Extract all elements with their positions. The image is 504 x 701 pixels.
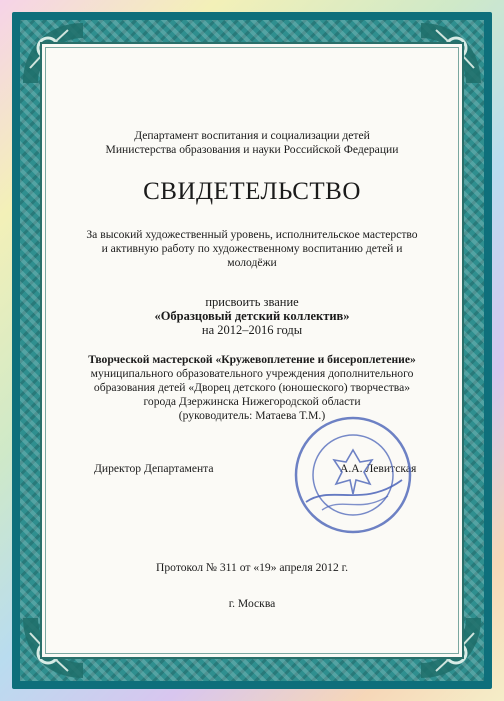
protocol-line: Протокол № 311 от «19» апреля 2012 г. <box>156 561 348 574</box>
reason-line-2: и активную работу по художественному воспитанию детей и <box>101 242 403 255</box>
recipient-line-4: города Дзержинска Нижегородской области <box>143 395 361 408</box>
certificate-content <box>60 0 444 701</box>
signature-position: Директор Департамента <box>94 462 214 475</box>
reason-line-1: За высокий художественный уровень, исполнительское мастерство <box>86 228 418 241</box>
award-intro: присвоить звание <box>205 295 299 309</box>
award-name: «Образцовый детский коллектив» <box>154 309 350 323</box>
header-line-1: Департамент воспитания и социализации детей <box>134 129 370 142</box>
official-stamp-icon <box>292 414 417 536</box>
recipient-line-3: образования детей «Дворец детского (юношеского) творчества» <box>93 381 411 394</box>
header-line-2: Министерства образования и науки Российской Федерации <box>105 143 399 156</box>
signature-name: А.А. Левитская <box>340 462 417 475</box>
city: г. Москва <box>228 597 276 610</box>
recipient-name: Творческой мастерской «Кружевоплетение и бисероплетение» <box>88 353 416 366</box>
certificate-title: СВИДЕТЕЛЬСТВО <box>143 178 361 205</box>
recipient-line-2: муниципального образовательного учреждения дополнительного <box>90 367 414 380</box>
award-period: на 2012–2016 годы <box>201 323 303 337</box>
recipient-line-5: (руководитель: Матаева Т.М.) <box>178 409 326 422</box>
reason-line-3: молодёжи <box>227 256 277 269</box>
